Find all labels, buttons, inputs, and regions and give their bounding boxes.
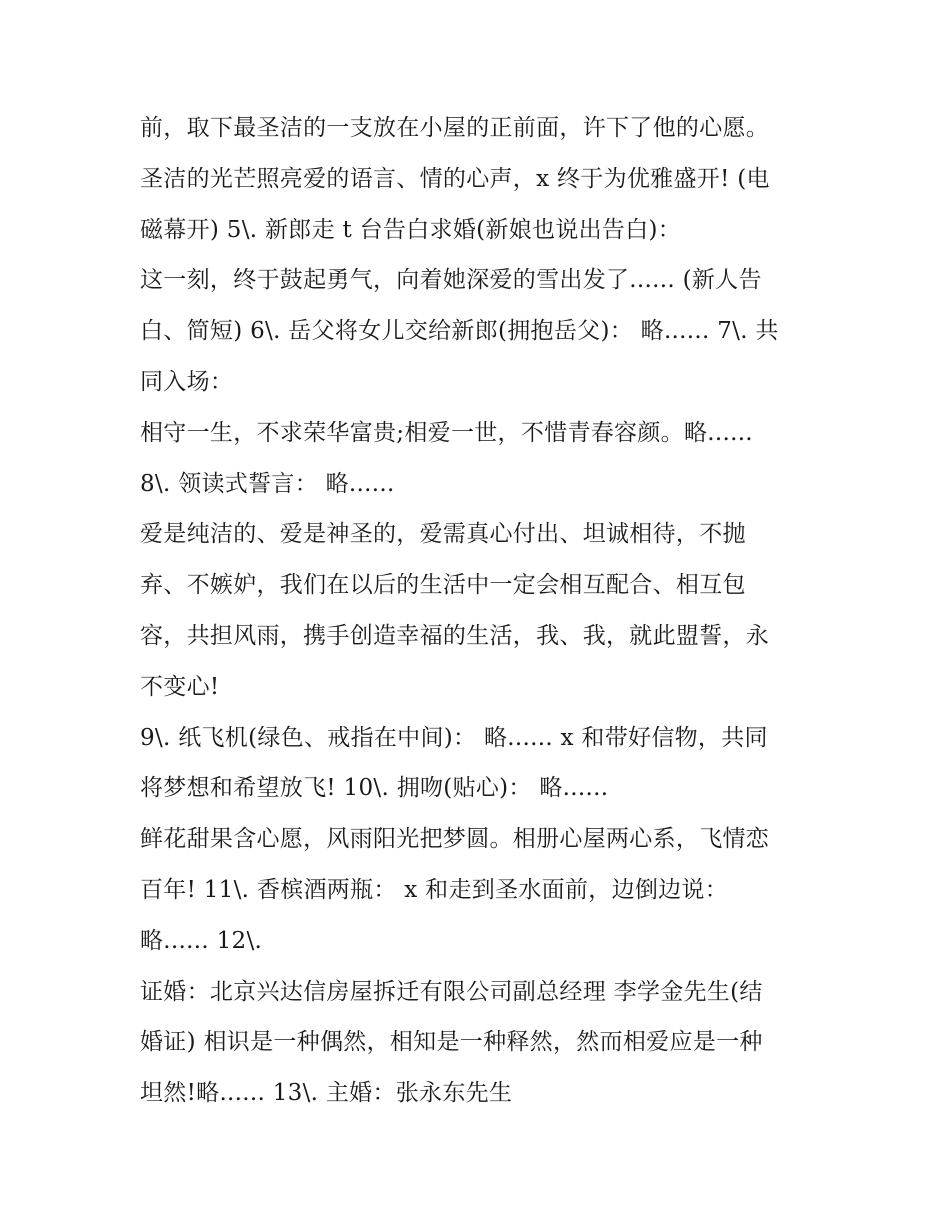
text-line: 相守一生，不求荣华富贵;相爱一世，不惜青春容颜。略...... (140, 419, 753, 446)
text-line: 婚证) 相识是一种偶然，相知是一种释然，然而相爱应是一种 (140, 1029, 763, 1056)
text-line: 这一刻，终于鼓起勇气，向着她深爱的雪出发了...... (新人告 (140, 267, 762, 294)
document-body (140, 103, 820, 1119)
text-line: 坦然!略...... 13\. 主婚：张永东先生 (140, 1080, 513, 1107)
text-line: 前，取下最圣洁的一支放在小屋的正前面，许下了他的心愿。 (140, 115, 770, 141)
text-line: 不变心! (140, 673, 220, 700)
text-line: 将梦想和希望放飞! 10\. 拥吻(贴心)： 略...... (140, 775, 609, 802)
text-line: 磁幕开) 5\. 新郎走 t 台告白求婚(新娘也说出告白)： (140, 216, 682, 243)
text-line: 鲜花甜果含心愿，风雨阳光把梦圆。相册心屋两心系，飞情恋 (140, 826, 770, 853)
text-line: 容，共担风雨，携手创造幸福的生活，我、我，就此盟誓，永 (140, 622, 770, 649)
text-line: 8\. 领读式誓言： 略...... (140, 470, 395, 497)
text-line: 圣洁的光芒照亮爱的语言、情的心声，x 终于为优雅盛开! (电 (140, 165, 770, 192)
text-line: 弃、不嫉妒，我们在以后的生活中一定会相互配合、相互包 (140, 572, 746, 599)
text-line: 爱是纯洁的、爱是神圣的，爱需真心付出、坦诚相待，不抛 (140, 521, 746, 548)
text-line: 9\. 纸飞机(绿色、戒指在中间)： 略...... x 和带好信物，共同 (140, 724, 768, 751)
text-line: 证婚：北京兴达信房屋拆迁有限公司副总经理 李学金先生(结 (140, 978, 763, 1005)
text-line: 同入场： (140, 368, 234, 395)
text-line: 百年! 11\. 香槟酒两瓶： x 和走到圣水面前，边倒边说： (140, 876, 729, 903)
text-line: 白、简短) 6\. 岳父将女儿交给新郎(拥抱岳父)： 略...... 7\. 共 (140, 318, 779, 345)
text-line: 略...... 12\. (140, 927, 263, 954)
